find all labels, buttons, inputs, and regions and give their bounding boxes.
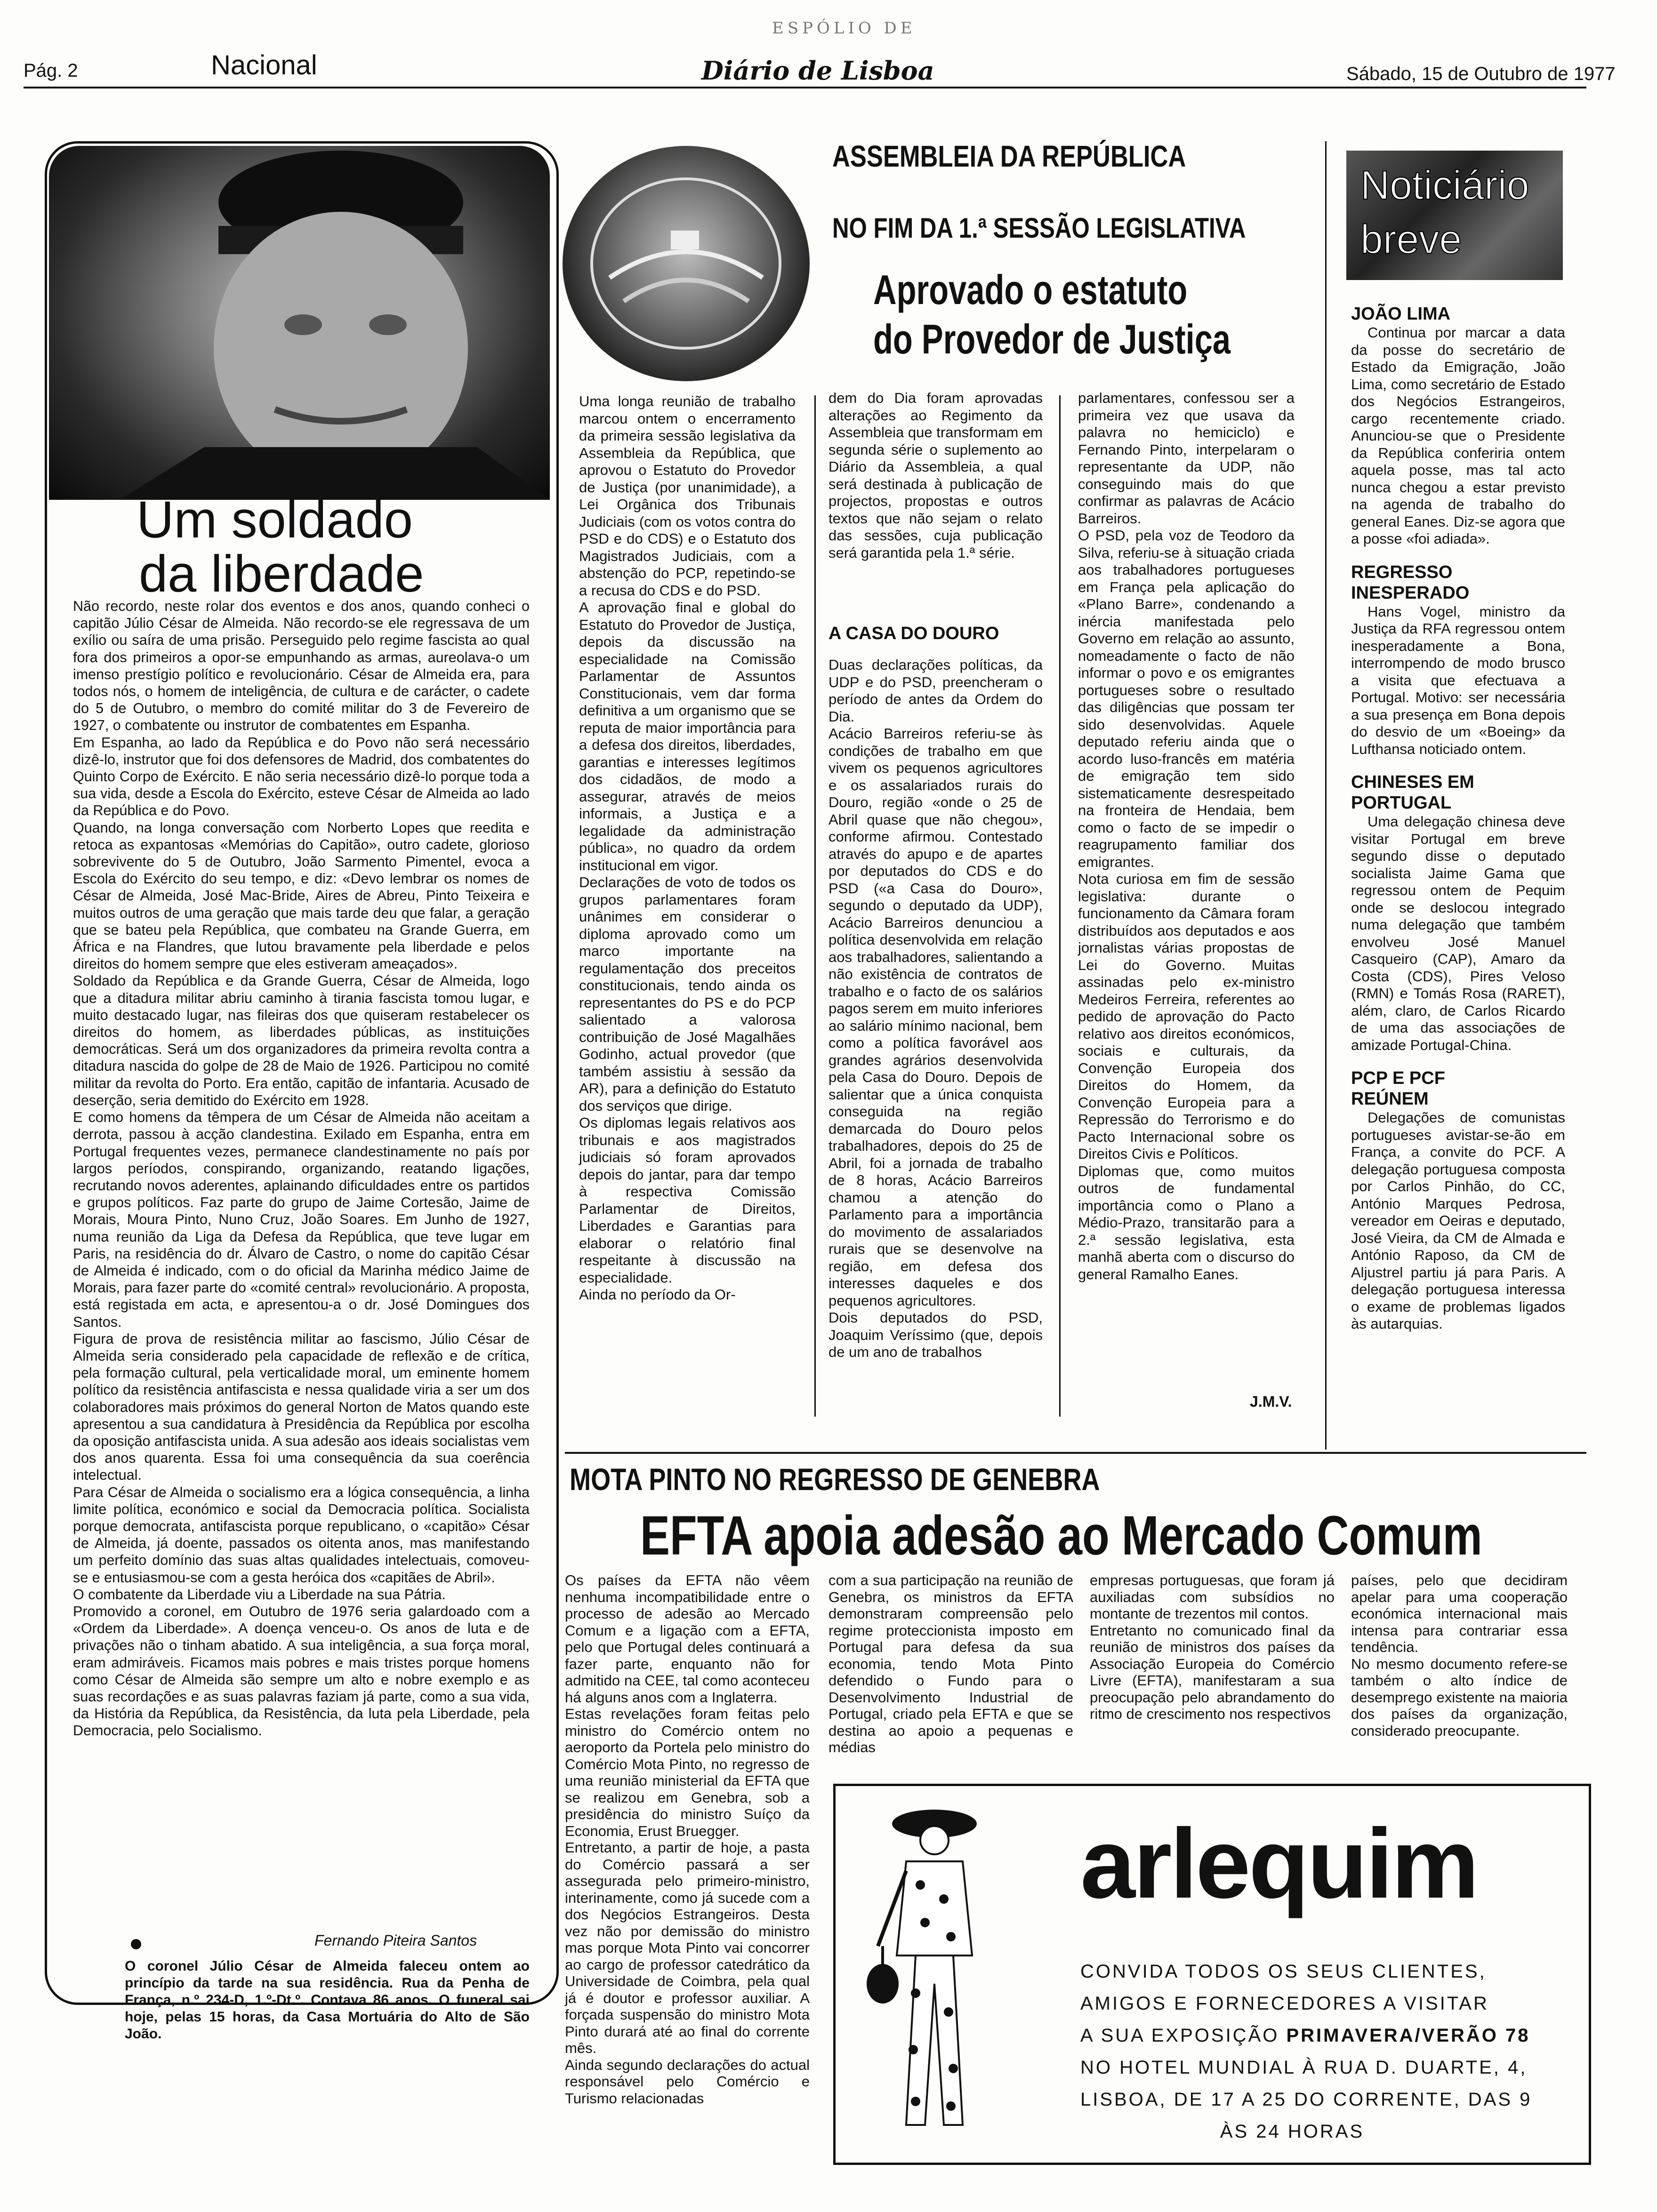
col-rule-1 <box>814 395 816 1417</box>
subhead-casa-douro: A CASA DO DOURO <box>828 624 999 643</box>
efta-col2: com a sua participação na reunião de Genebra, os ministros da EFTA demonstraram compreensão pelo regime proteccionista imposto em Portugal para defesa da sua economia, tendo Mota Pinto defendido o Fundo para o Desenvolvimento Industrial de Portugal, criado pela EFTA e que se destina ao apoio a pequenas e médias <box>828 1572 1073 1755</box>
news-item-head: REGRESSO INESPERADO <box>1351 562 1470 603</box>
news-item-body: Continua por marcar a data da posse do secretário de Estado da Emigração, João Lima, como secretário de Estado dos Negócios Estrangeiros, cargo recentemente criado. Anunciou-se que o Presidente da República conferiria ontem aquela posse, mas tal acto nunca chegou a estar previsto na agenda de trabalho do general Eanes. Diz-se agora que a posse «foi adiada». <box>1351 324 1565 547</box>
arlequim-ad <box>833 1784 1591 2165</box>
header-rule <box>24 87 1586 88</box>
bullet-dot <box>131 1939 141 1949</box>
news-item-body: Uma delegação chinesa deve visitar Portugal em breve segundo disse o deputado socialista Jaime Gama que regressou ontem de Pequim onde se deslocou integrado numa delegação que também envolveu José Manuel Casqueiro (CAP), Amaro da Costa (CDS), Pires Veloso (RMN) e Tomás Rosa (RARET), além, claro, de Carlos Ricardo de uma das associações de amizade Portugal-China. <box>1351 813 1565 1053</box>
soldado-title-line1: Um soldado <box>137 491 413 549</box>
assembleia-col3: parlamentares, confessou ser a primeira vez que usava da palavra no hemiciclo) e Fernando Pinto, interpelaram o representante da UDP, não conseguindo mais do que confirmar as palavras de Acácio Barreiros. O PSD, pela voz de Teodoro da Silva, referiu-se à situação criada aos trabalhadores portugueses em França pela aplicação do «Plano Barre», condenando a inércia manifestada pelo Governo em relação ao assunto, nomeadamente o facto de não informar o povo e os emigrantes portugueses sobre o resultado das diligências que possam ter sido desenvolvidas. Aquele deputado referiu ainda que o acordo luso-francês em matéria de emigração tem sido sistematicamente desrespeitado na fronteira de Hendaia, bem como o facto de se impedir o reagrupamento familiar dos emigrantes. Nota curiosa em fim de sessão legislativa: durante o funcionamento da Câmara foram distribuídos aos deputados e aos jornalistas várias propostas de Lei do Governo. Muitas assinadas pelo ex-ministro Medeiros Ferreira, referentes ao pedido de aprovação do Pacto relativo aos direitos económicos, sociais e culturais, da Convenção Europeia dos Direitos do Homem, da Convenção Europeia para a Repressão do Terrorismo e do Pacto Internacional sobre os Direitos Civis e Políticos. Diplomas que, como muitos outros de fundamental importância como o Plano a Médio-Prazo, transitarão para a 2.ª sessão legislativa, esta manhã aberta com o discurso do general Ramalho Eanes. <box>1078 390 1295 1282</box>
news-item <box>1351 1068 1565 1333</box>
soldado-title-line2: da liberdade <box>139 545 424 603</box>
news-item-head: CHINESES EM PORTUGAL <box>1351 772 1474 813</box>
col-rule-3 <box>1325 141 1327 1450</box>
news-item <box>1351 562 1565 758</box>
section-name: Nacional <box>211 50 317 80</box>
arlequim-copy <box>1080 1956 1565 2148</box>
assembleia-headline-1: Aprovado o estatuto <box>873 266 1188 313</box>
news-item <box>1351 772 1565 1054</box>
archive-stamp: ESPÓLIO DE <box>772 19 916 38</box>
assembleia-col1: Uma longa reunião de trabalho marcou ontem o encerramento da primeira sessão legislativa da Assembleia da República, que aprovou o Estatuto do Provedor de Justiça (por unanimidade), a Lei Orgânica dos Tribunais Judiciais (com os votos contra do PSD e do CDS) e o Estatuto dos Magistrados Judiciais, com a abstenção do PCP, repetindo-se a recusa do CDS e do PSD. A aprovação final e global do Estatuto do Provedor de Justiça, depois da discussão na especialidade na Comissão Parlamentar de Assuntos Constitucionais, vem dar forma definitiva a um organismo que se reputa de maior importância para a defesa dos direitos, liberdades, garantias e interesses legítimos dos cidadãos, de modo a assegurar, através de meios informais, a Justiça e a legalidade da administração pública», no quadro da ordem institucional em vigor. Declarações de voto de todos os grupos parlamentares foram unânimes em considerar o diploma aprovado como um marco importante na regulamentação dos preceitos constitucionais, tendo ainda os representantes do PS e do PCP salientado a valorosa contribuição de José Magalhães Godinho, actual provedor (que também assistiu à sessão da AR), para a definição do Estatuto dos serviços que dirige. Os diplomas legais relativos aos tribunais e aos magistrados judiciais só foram aprovados depois do jantar, para dar tempo à respectiva Comissão Parlamentar de Direitos, Liberdades e Garantias para elaborar o relatório final respeitante à discussão na especialidade. Ainda no período da Or- <box>579 393 796 1303</box>
noticiario-title-1: Noticiário <box>1360 163 1529 208</box>
efta-headline: EFTA apoia adesão ao Mercado Comum <box>640 1505 1482 1567</box>
col-rule-2 <box>1059 395 1061 1417</box>
ad-line-5: LISBOA, DE 17 A 25 DO CORRENTE, DAS 9 <box>1080 2089 1532 2110</box>
noticiario-banner <box>1346 151 1563 280</box>
news-item <box>1351 304 1565 548</box>
efta-top-rule <box>565 1452 1586 1454</box>
ad-line-1: CONVIDA TODOS OS SEUS CLIENTES, <box>1080 1961 1487 1982</box>
assembleia-headline-2: do Provedor de Justiça <box>873 316 1231 362</box>
ad-line-2: AMIGOS E FORNECEDORES A VISITAR <box>1080 1993 1489 2014</box>
noticiario-list <box>1351 304 1565 1333</box>
issue-date: Sábado, 15 de Outubro de 1977 <box>1346 64 1616 84</box>
noticiario-title-2: breve <box>1360 217 1462 262</box>
arlequim-brand: arlequim <box>1080 1808 1478 1919</box>
efta-kicker: MOTA PINTO NO REGRESSO DE GENEBRA <box>570 1462 1100 1497</box>
assembly-photo <box>563 146 810 381</box>
chamber-illustration <box>563 146 810 381</box>
soldado-body: Não recordo, neste rolar dos eventos e dos anos, quando conheci o capitão Júlio César de Almeida. Não recordo-se ele regressava de um exílio ou saíra de uma prisão. Perseguido pelo regime fascista ao qual fora dos primeiros a opor-se empunhando as armas, aureolava-o um imenso prestígio político e revolucionário. César de Almeida era, para todos nós, o homem de inteligência, de cultura e de carácter, o cadete do 5 de Outubro, o membro do comité militar do 3 de Fevereiro de 1927, o combatente ou instrutor de combatentes em Espanha. Em Espanha, ao lado da República e do Povo não será necessário dizê-lo, instrutor que foi dos defensores de Madrid, dos combatentes do Quinto Corpo de Exército. E não seria necessário dizê-lo porque toda a sua vida, desde a Escola do Exército, esteve César de Almeida ao lado da República e do Povo. Quando, na longa conversação com Norberto Lopes que reedita e retoca as expantosas «Memórias do Capitão», outro cadete, glorioso sobrevivente do 5 de Outubro, João Sarmento Pimentel, evoca a Escola do Exército do seu tempo, e diz: «Devo lembrar os nomes de César de Almeida, José Mac-Bride, Aires de Abreu, Pinto Teixeira e muitos outros de uma geração que mais tarde deu que falar, a geração que se bateu pela República, que combateu na Grande Guerra, em África e na Flandres, que lutou bravamente pela liberdade e pelos direitos do homem sempre que eles estiveram ameaçados». Soldado da República e da Grande Guerra, César de Almeida, logo que a ditadura militar abriu caminho à tirania fascista tomou lugar, e muito destacado lugar, nas fileiras dos que quiseram restabelecer os direitos do homem, as liberdades públicas, as instituições democráticas. Será um dos organizadores da primeira revolta contra a ditadura nascida do golpe de 28 de Maio de 1926. Participou no comité militar da revolta do Porto. Era então, capitão de infantaria. Acusado de deserção, seria demitido do Exército em 1928. E como homens da têmpera de um César de Almeida não aceitam a derrota, passou à acção clandestina. Exilado em Espanha, entra em Portugal frequentes vezes, permanece clandestinamente no país por largos períodos, conspirando, organizando, reatando ligações, recrutando novos aderentes, aplainando dificuldades entre os partidos e grupos políticos. Faz parte do grupo de Jaime Cortesão, Jaime de Morais, Moura Pinto, Nuno Cruz, João Soares. Em Junho de 1927, numa reunião da Liga da Defesa da República, que teve lugar em Paris, na residência do dr. Álvaro de Castro, o nome do capitão César de Almeida é indicado, com o do oficial da Marinha médico Jaime de Morais, para fazer parte do «comité central» revolucionário. A proposta, está registada em acta, e apresentou-a o dr. José Domingues dos Santos. Figura de prova de resistência militar ao fascismo, Júlio César de Almeida seria considerado pela capacidade de reflexão e de crítica, pela formação cultural, pela verticalidade moral, um eminente homem político da resistência antifascista e nessa qualidade viria a ser um dos colaboradores mais próximos do general Norton de Matos quando este apresentou a sua candidatura à Presidência da República por escolha da oposição antifascista unida. A sua adesão aos ideais socialistas vem dos anos quarenta. Essa foi uma consequência da sua coerência intelectual. Para César de Almeida o socialismo era a lógica consequência, a linha limite política, económico e social da Democracia política. Socialista porque democrata, antifascista porque republicano, o «capitão» César de Almeida, já doente, passados os oitenta anos, mas manifestando um perfeito domínio das suas altas qualidades intelectuais, comoveu-se e entusiasmou-se com a gesta heróica dos «capitães de Abril». O combatente da Liberdade viu a Liberdade na sua Pátria. Promovido a coronel, em Outubro de 1976 seria galardoado com a «Ordem da Liberdade». A doença venceu-o. Os anos de luta e de privações não o tinham abatido. A sua inteligência, a sua força moral, eram admiráveis. Ficamos mais pobres e mais tristes porque homens como César de Almeida são sempre um alto e nobre exemplo e as suas recordações e as suas palavras faziam já parte, como a sua vida, da História da República, da Resistência, da luta pela Liberdade, pela Democracia, pelo Socialismo. <box>73 598 530 1739</box>
assembleia-col2a: dem do Dia foram aprovadas alterações ao Regimento da Assembleia que transformam em segunda série o suplemento ao Diário da Assembleia, a qual será destinada à publicação de projectos, propostas e outros textos que não sejam o relato das sessões, cuja publicação será garantida pela 1.ª série. <box>828 390 1043 561</box>
soldado-signature: Fernando Piteira Santos <box>314 1932 477 1949</box>
news-item-head: PCP E PCF REÚNEM <box>1351 1068 1445 1109</box>
ad-line-3-pre: A SUA EXPOSIÇÃO <box>1080 2025 1287 2046</box>
assembleia-subkicker: NO FIM DA 1.ª SESSÃO LEGISLATIVA <box>832 212 1246 244</box>
assembleia-kicker: ASSEMBLEIA DA REPÚBLICA <box>832 139 1186 173</box>
masthead: Diário de Lisboa <box>701 56 934 86</box>
efta-col1: Os países da EFTA não vêem nenhuma incompatibilidade entre o processo de adesão ao Mercado Comum e a ligação com a EFTA, pelo que Portugal deles continuará a fazer parte, enquanto não for admitido na CEE, tal como aconteceu há alguns anos com a Inglaterra. Estas revelações foram feitas pelo ministro do Comércio ontem no aeroporto da Portela pelo ministro do Comércio Mota Pinto, no regresso de uma reunião ministerial da EFTA que se realizou em Genebra, sob a presidência do ministro Suíço da Economia, Erust Bruegger. Entretanto, a partir de hoje, a pasta do Comércio passará a ser assegurada pelo primeiro-ministro, interinamente, como já sucede com a dos Negócios Estrangeiros. Desta vez não por demissão do ministro mas porque Mota Pinto vai concorrer ao cargo de professor catedrático da Universidade de Coimbra, pela qual já é doutor e professor auxiliar. A forçada suspensão do ministro Mota Pinto durará até ao final do corrente mês. Ainda segundo declarações do actual responsável pelo Comércio e Turismo relacionadas <box>565 1572 810 2107</box>
ad-line-6: ÀS 24 HORAS <box>1220 2121 1365 2142</box>
assembleia-signature: J.M.V. <box>1250 1393 1292 1410</box>
news-item-body: Delegações de comunistas portugueses avistar-se-ão em França, a convite do PCF. A delegação portuguesa composta por Carlos Pinhão, do CC, António Marques Pedrosa, vereador em Oeiras e deputado, José Vieira, da CM de Almada e António Raposo, da CM de Aljustrel partiu já para Paris. A delegação portuguesa interessa o exame de problemas ligados às autarquias. <box>1351 1109 1565 1332</box>
portrait-photo <box>49 146 550 500</box>
news-item-head: JOÃO LIMA <box>1351 304 1451 324</box>
obituary-note: O coronel Júlio César de Almeida faleceu ontem ao princípio da tarde na sua residência. Rua da Penha de França, n.º 234-D, 1.º-Dt.º. Contava 86 anos. O funeral sai hoje, pelas 15 horas, da Casa Mortuária do Alto de São João. <box>125 1958 530 2042</box>
portrait-silhouette <box>49 146 550 500</box>
harlequin-figure-icon <box>864 1805 1014 2153</box>
efta-col3: empresas portuguesas, que foram já auxiliadas com subsídios no montante de trezentos mil contos. Entretanto no comunicado final da reunião de ministros dos países da Associação Europeia do Comércio Livre (EFTA), manifestaram a sua preocupação pelo abrandamento do ritmo de crescimento nos respectivos <box>1090 1572 1335 1722</box>
page-number: Pág. 2 <box>24 60 78 81</box>
ad-line-3-bold: PRIMAVERA/VERÃO 78 <box>1286 2025 1530 2046</box>
assembleia-col2b: Duas declarações políticas, da UDP e do PSD, preencheram o período de antes da Ordem do Dia. Acácio Barreiros referiu-se às condições de trabalho em que vivem os pequenos agricultores e os assalariados rurais do Douro, região «onde o 25 de Abril quase que não chegou», conforme afirmou. Contestado através do apupo e de apartes por deputados do CDS e do PSD («a Casa do Douro», segundo o deputado da UDP), Acácio Barreiros denunciou a política desenvolvida em relação aos trabalhadores, salientando a não existência de contratos de trabalho e o facto de os salários pagos serem em muito inferiores ao salário mínimo nacional, bem como a política favorável aos grandes agrários desenvolvida pela Casa do Douro. Depois de salientar que a única conquista conseguida na região demarcada do Douro pelos trabalhadores, depois do 25 de Abril, foi a jornada de trabalho de 8 horas, Acácio Barreiros chamou a atenção do Parlamento para a importância do movimento de assalariados rurais que se desenvolve na região, em defesa dos interesses daqueles e dos pequenos agricultores. Dois deputados do PSD, Joaquim Veríssimo (que, depois de um ano de trabalhos <box>828 657 1043 1360</box>
efta-col4: países, pelo que decidiram apelar para uma cooperação económica internacional mais intensa para contrariar essa tendência. No mesmo documento refere-se também o alto índice de desemprego existente na maioria dos países da organização, considerado preocupante. <box>1351 1572 1568 1739</box>
ad-line-3 <box>1080 2020 1565 2052</box>
ad-line-4: NO HOTEL MUNDIAL À RUA D. DUARTE, 4, <box>1080 2057 1528 2078</box>
news-item-body: Hans Vogel, ministro da Justiça da RFA regressou ontem inesperadamente a Bona, interrompendo de modo brusco a visita que efectuava a Portugal. Motivo: ser necessária a sua presença em Bona depois do desvio de um «Boeing» da Lufthansa noticiado ontem. <box>1351 603 1565 757</box>
